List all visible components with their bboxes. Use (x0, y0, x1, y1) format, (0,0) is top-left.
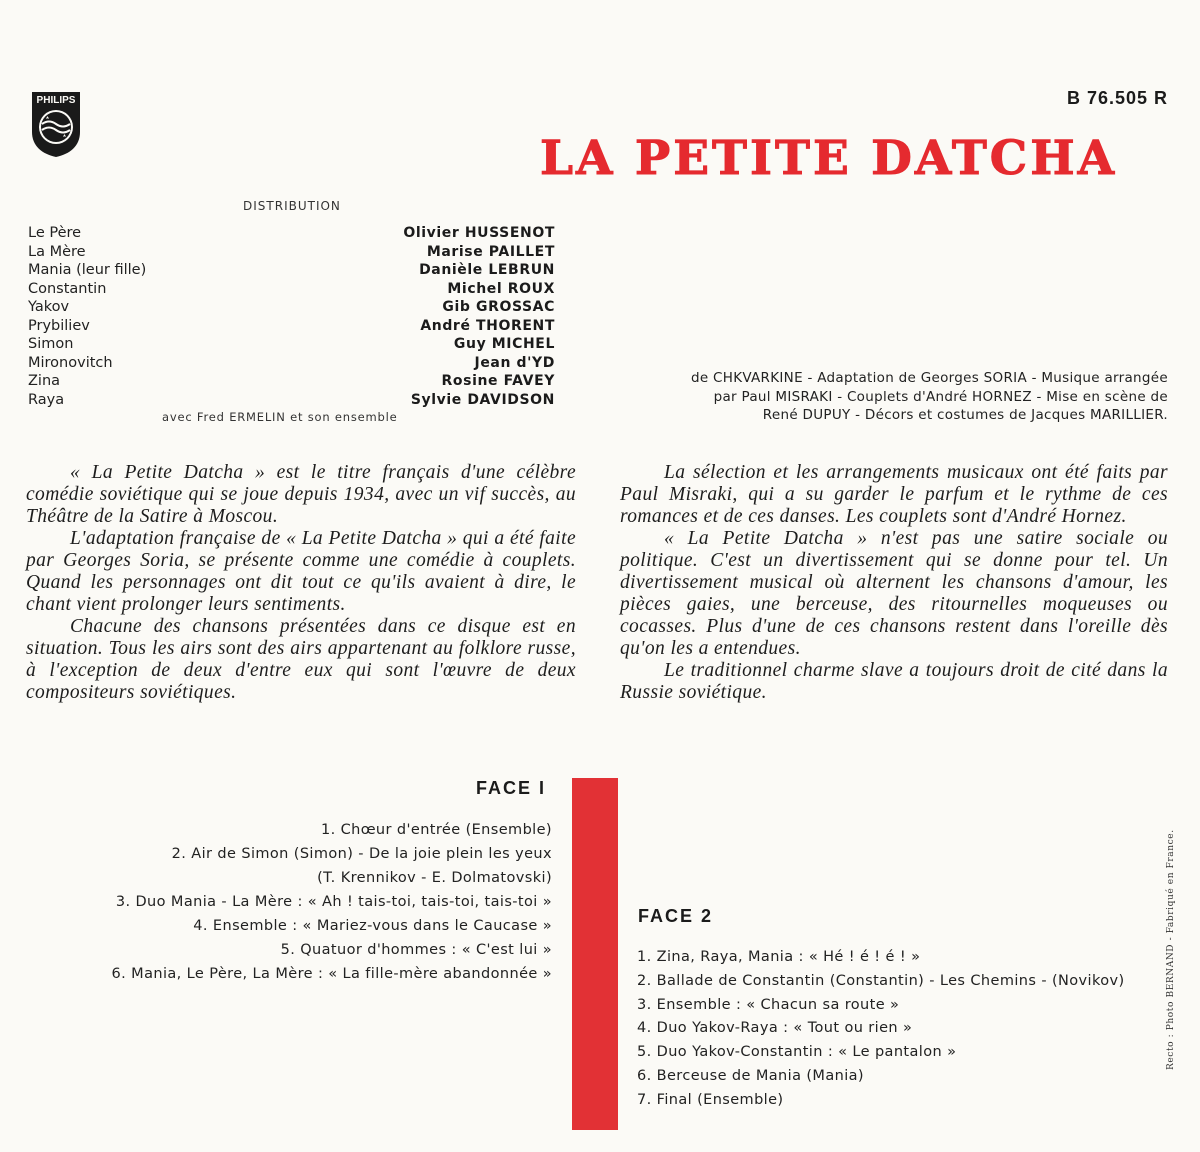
track-item: 4. Ensemble : « Mariez-vous dans le Caucase » (193, 918, 552, 934)
liner-notes-left (26, 462, 576, 704)
paragraph: « La Petite Datcha » est le titre français d'une célèbre comédie soviétique qui se joue depuis 1934, avec un vif succès, au Théâtre de la Satire à Moscou. (26, 462, 576, 527)
credit-line: par Paul MISRAKI - Couplets d'André HORNEZ - Mise en scène de (713, 388, 1168, 405)
credit-line: René DUPUY - Décors et costumes de Jacques MARILLIER. (762, 407, 1168, 423)
cast-actors (300, 224, 555, 409)
paragraph: Chacune des chansons présentées dans ce disque est en situation. Tous les airs sont des airs appartenant au folklore russe, à l'exception de deux d'entre eux qui sont l'œuvre de deux compositeurs soviétiques. (26, 616, 576, 703)
actor: André THORENT (420, 317, 555, 334)
role: Mania (leur fille) (28, 262, 147, 278)
actor: Danièle LEBRUN (419, 262, 555, 278)
role: Mironovitch (28, 354, 113, 371)
role: Simon (28, 336, 74, 352)
role: Le Père (28, 225, 82, 241)
face1-title: FACE I (476, 778, 547, 798)
actor: Jean d'YD (474, 354, 555, 371)
actor: Sylvie DAVIDSON (410, 391, 555, 408)
track-item: 4. Duo Yakov-Raya : « Tout ou rien » (637, 1020, 913, 1037)
role: Zina (28, 373, 61, 389)
liner-notes-right (620, 462, 1168, 704)
actor: Gib GROSSAC (442, 299, 555, 315)
photo-credit: Recto : Photo BERNAND - Fabriqué en France. (1166, 829, 1176, 1070)
actor: Marise PAILLET (426, 243, 555, 260)
face2-tracklist (637, 946, 1125, 1113)
role: La Mère (28, 243, 86, 260)
track-item: 1. Chœur d'entrée (Ensemble) (320, 822, 552, 838)
track-item: 7. Final (Ensemble) (637, 1091, 784, 1108)
face1-tracklist (40, 818, 552, 986)
philips-logo (30, 90, 82, 158)
paragraph: « La Petite Datcha » n'est pas une satire sociale ou politique. C'est un divertissement qui se donne pour tel. Un divertissement musical où alternent les chansons d'amour, les pièces gaies, une berceuse, des ritournelles moqueuses ou cocasses. Plus d'une de ces chansons restent dans l'oreille dès qu'on les a entendues. (620, 528, 1168, 659)
face2-title: FACE 2 (638, 906, 714, 926)
paragraph: La sélection et les arrangements musicaux ont été faits par Paul Misraki, qui a su garder le parfum et le rythme de ces romances et de ces danses. Les couplets sont d'André Hornez. (620, 462, 1168, 527)
track-item: 3. Ensemble : « Chacun sa route » (637, 996, 900, 1013)
role: Yakov (28, 299, 70, 315)
track-item: (T. Krennikov - E. Dolmatovski) (317, 870, 552, 886)
actor: Guy MICHEL (453, 336, 555, 352)
actor: Rosine FAVEY (441, 373, 555, 389)
credit-line: de CHKVARKINE - Adaptation de Georges SORIA - Musique arrangée (690, 370, 1168, 386)
paragraph: L'adaptation française de « La Petite Datcha » qui a été faite par Georges Soria, se présente comme une comédie à couplets. Quand les personnages ont dit tout ce qu'ils avaient à dire, le chant vient prolonger leurs sentiments. (26, 528, 576, 615)
actor: Michel ROUX (447, 280, 555, 297)
actor: Olivier HUSSENOT (403, 225, 555, 241)
catalog-number: B 76.505 R (1066, 88, 1168, 108)
album-title: LA PETITE DATCHA (540, 131, 1118, 186)
track-item: 3. Duo Mania - La Mère : « Ah ! tais-toi, tais-toi, tais-toi » (115, 894, 552, 910)
cast-roles (28, 224, 146, 409)
distribution-heading: DISTRIBUTION (243, 199, 341, 213)
track-item: 5. Quatuor d'hommes : « C'est lui » (280, 942, 552, 958)
production-credits (612, 369, 1168, 425)
track-item: 6. Mania, Le Père, La Mère : « La fille-mère abandonnée » (111, 966, 552, 982)
track-item: 5. Duo Yakov-Constantin : « Le pantalon » (637, 1044, 957, 1061)
track-item: 2. Air de Simon (Simon) - De la joie plein les yeux (171, 846, 552, 862)
logo-text: PHILIPS (36, 95, 76, 106)
paragraph: Le traditionnel charme slave a toujours droit de cité dans la Russie soviétique. (620, 660, 1168, 703)
track-item: 2. Ballade de Constantin (Constantin) - Les Chemins - (Novikov) (637, 972, 1125, 989)
ensemble-credit: avec Fred ERMELIN et son ensemble (162, 410, 398, 424)
track-item: 1. Zina, Raya, Mania : « Hé ! é ! é ! » (637, 949, 921, 965)
red-band (572, 778, 618, 1130)
role: Constantin (28, 280, 107, 297)
track-item: 6. Berceuse de Mania (Mania) (637, 1067, 864, 1084)
role: Prybiliev (28, 317, 90, 334)
role: Raya (28, 391, 65, 408)
